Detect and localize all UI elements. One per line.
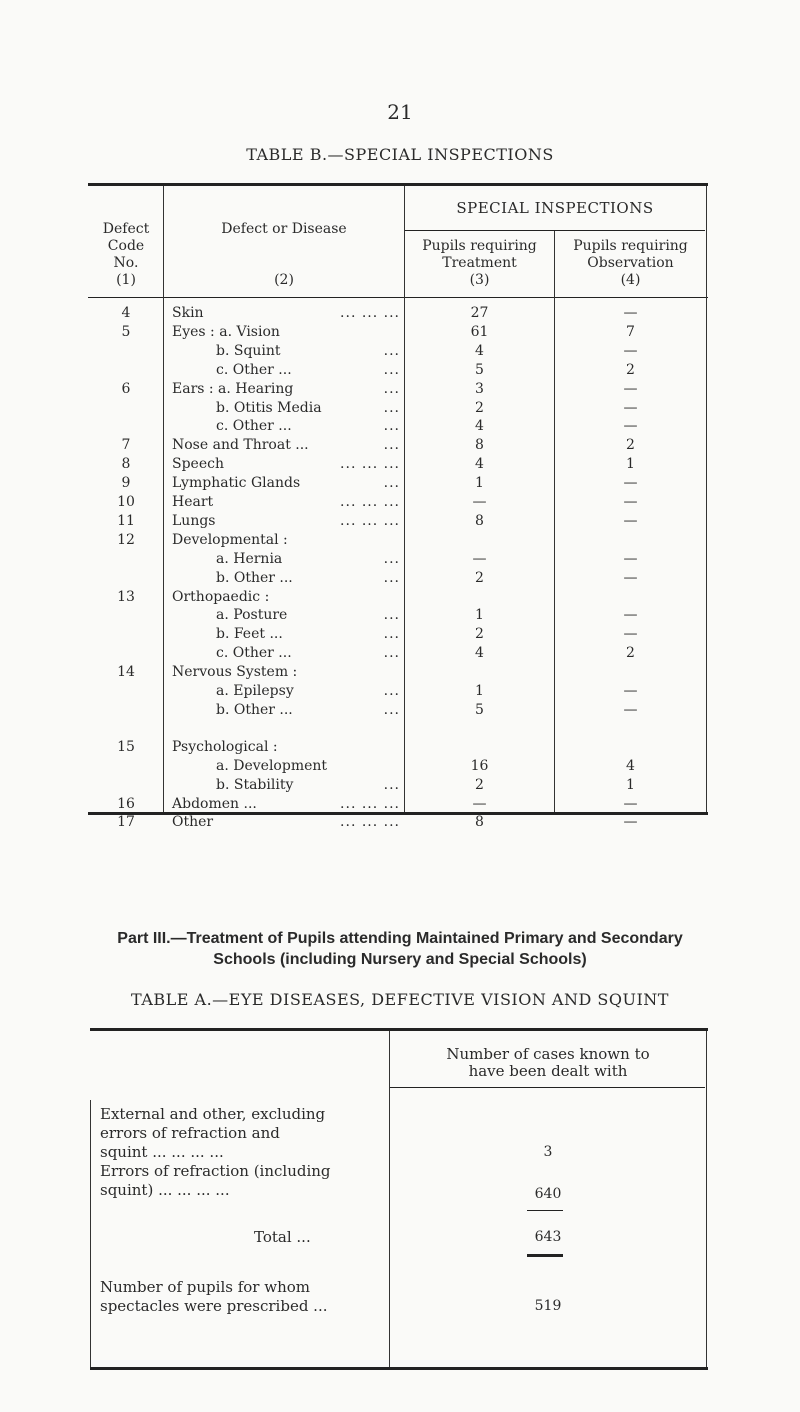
row-treatment: 61 [470,323,489,340]
row-leader-dots: ... [383,380,400,397]
row-label: c. Other ... [216,418,292,435]
header-observation-line: (4) [620,272,641,288]
row-leader-dots: ... [383,550,400,567]
header-defect-code [88,221,164,289]
row-label: c. Other ... [216,645,292,662]
row-leader-dots: ... ... ... [340,456,400,473]
row-observation: — [623,814,638,831]
row-treatment: 8 [475,814,484,831]
row-code: 11 [117,512,135,529]
row-observation: — [623,305,638,321]
header-disease-line: (2) [274,272,294,288]
header-treatment-line: Pupils requiring [422,238,537,254]
row-label: b. Other ... [216,701,293,718]
row-leader-dots: ... [383,683,400,699]
row-label: Lungs [172,512,216,529]
row-label: b. Stability [216,776,294,793]
row-treatment: 27 [470,305,489,321]
table-a-title: TABLE A.—EYE DISEASES, DEFECTIVE VISION AND SQUINT [131,990,669,1009]
row-leader-dots: ... [383,418,400,435]
row-treatment: 1 [475,683,484,699]
row-leader-dots: ... ... ... [340,512,400,529]
header-special-inspections: SPECIAL INSPECTIONS [456,199,654,217]
row-observation: — [623,569,638,586]
row-observation: — [623,607,638,624]
total-rule [527,1210,563,1211]
row-leader-dots: ... [383,399,400,416]
row-leader-dots: ... ... ... [340,305,400,321]
row-observation: — [623,550,638,567]
row-label: a. Epilepsy [216,683,294,699]
total-double-rule [527,1254,563,1257]
row-label: Abdomen ... [172,795,257,812]
header-observation-line: Observation [587,255,674,271]
row-treatment: 4 [475,456,484,473]
row-treatment: 5 [475,701,484,718]
table-b-title: TABLE B.—SPECIAL INSPECTIONS [246,145,554,164]
label-external-line: External and other, excluding [100,1105,326,1123]
row-code: 8 [121,456,131,473]
row-label: Speech [172,456,224,473]
row-leader-dots: ... [383,701,400,718]
row-label: Nervous System : [172,664,298,681]
row-label: a. Hernia [216,550,283,567]
label-refraction-line: squint) ... ... ... ... [100,1181,230,1199]
row-observation: — [623,512,638,529]
table-a-header [390,1046,706,1080]
row-observation: 2 [626,645,635,662]
row-leader-dots: ... ... ... [340,814,400,831]
header-code-line: (1) [116,272,136,288]
row-label: Other [172,814,214,831]
label-spectacles-line: spectacles were prescribed ... [100,1297,328,1315]
row-label: Nose and Throat ... [172,437,309,454]
header-code-line: Code [107,238,145,254]
value-refraction: 640 [534,1186,562,1202]
row-label: b. Other ... [216,569,293,586]
row-code: 15 [117,738,135,755]
header-treatment [405,238,554,289]
row-treatment: 4 [475,418,484,435]
header-defect-disease [164,221,404,289]
row-leader-dots: ... [383,776,400,793]
row-observation: — [623,683,638,699]
row-code: 9 [121,475,131,492]
label-refraction-line: Errors of refraction (including [100,1162,331,1180]
row-observation: 2 [626,437,635,454]
row-treatment: 2 [475,569,484,586]
row-treatment: 8 [475,437,484,454]
row-observation: — [623,342,638,359]
row-code: 17 [117,814,135,831]
row-observation: — [623,795,638,812]
value-spectacles: 519 [534,1298,562,1314]
row-code: 10 [117,494,135,510]
row-treatment: 1 [475,607,484,624]
header-observation [555,238,706,289]
row-treatment: 16 [470,757,489,774]
row-label: Orthopaedic : [172,588,270,605]
row-leader-dots: ... [383,437,400,454]
row-code: 6 [121,380,131,397]
row-leader-dots: ... [383,361,400,378]
row-code: 7 [121,437,131,454]
row-observation: 1 [626,456,635,473]
value-external: 3 [543,1144,553,1160]
row-treatment: — [472,494,487,510]
label-external-line: squint ... ... ... ... [100,1143,224,1161]
row-observation: — [623,475,638,492]
row-observation: — [623,418,638,435]
value-total: 643 [534,1229,562,1245]
label-spectacles-line: Number of pupils for whom [100,1278,310,1296]
row-label: Heart [172,494,214,510]
row-label: a. Posture [216,607,288,624]
header-disease-line: Defect or Disease [221,221,347,237]
row-observation: — [623,701,638,718]
row-code: 5 [121,323,131,340]
row-code: 12 [117,531,135,548]
header-treatment-line: (3) [469,272,490,288]
row-leader-dots: ... ... ... [340,795,400,812]
row-treatment: 3 [475,380,484,397]
header-observation-line: Pupils requiring [573,238,688,254]
row-label: c. Other ... [216,361,292,378]
row-treatment: 5 [475,361,484,378]
row-treatment: 2 [475,626,484,643]
row-leader-dots: ... [383,475,400,492]
row-label: Developmental : [172,531,288,548]
row-label: b. Otitis Media [216,399,322,416]
row-label: Lymphatic Glands [172,475,301,492]
row-code: 16 [117,795,135,812]
part-heading-line: Schools (including Nursery and Special Schools) [213,951,587,968]
row-label: Psychological : [172,738,278,755]
row-leader-dots: ... [383,569,400,586]
row-treatment: 2 [475,399,484,416]
part-heading-line: Part III.—Treatment of Pupils attending Maintained Primary and Secondary [117,930,683,947]
row-treatment: 2 [475,776,484,793]
row-treatment: 1 [475,475,484,492]
row-treatment: 4 [475,645,484,662]
row-observation: — [623,380,638,397]
row-observation: 4 [626,757,635,774]
row-leader-dots: ... [383,342,400,359]
row-label: b. Feet ... [216,626,283,643]
row-label: a. Development [216,757,328,774]
label-total: Total ... [254,1228,311,1246]
row-observation: 1 [626,776,635,793]
row-label: Ears : a. Hearing [172,380,294,397]
header-treatment-line: Treatment [442,255,517,271]
row-leader-dots: ... [383,645,400,662]
row-treatment: — [472,550,487,567]
row-treatment: — [472,795,487,812]
row-observation: — [623,494,638,510]
row-observation: — [623,626,638,643]
row-observation: 2 [626,361,635,378]
row-code: 13 [117,588,135,605]
row-treatment: 8 [475,512,484,529]
page-number: 21 [387,100,413,124]
header-code-line: Defect [102,221,150,237]
header-code-line: No. [113,255,139,271]
row-observation: 7 [626,323,635,340]
row-leader-dots: ... ... ... [340,494,400,510]
row-code: 4 [121,305,131,321]
row-observation: — [623,399,638,416]
row-leader-dots: ... [383,607,400,624]
row-label: Eyes : a. Vision [172,323,280,340]
row-treatment: 4 [475,342,484,359]
label-external-line: errors of refraction and [100,1124,280,1142]
row-leader-dots: ... [383,626,400,643]
row-label: b. Squint [216,342,281,359]
table-a-header-line: have been dealt with [468,1062,628,1080]
row-label: Skin [172,305,204,321]
table-a-header-line: Number of cases known to [446,1045,650,1063]
row-code: 14 [117,664,135,681]
part-three-heading [0,928,800,970]
